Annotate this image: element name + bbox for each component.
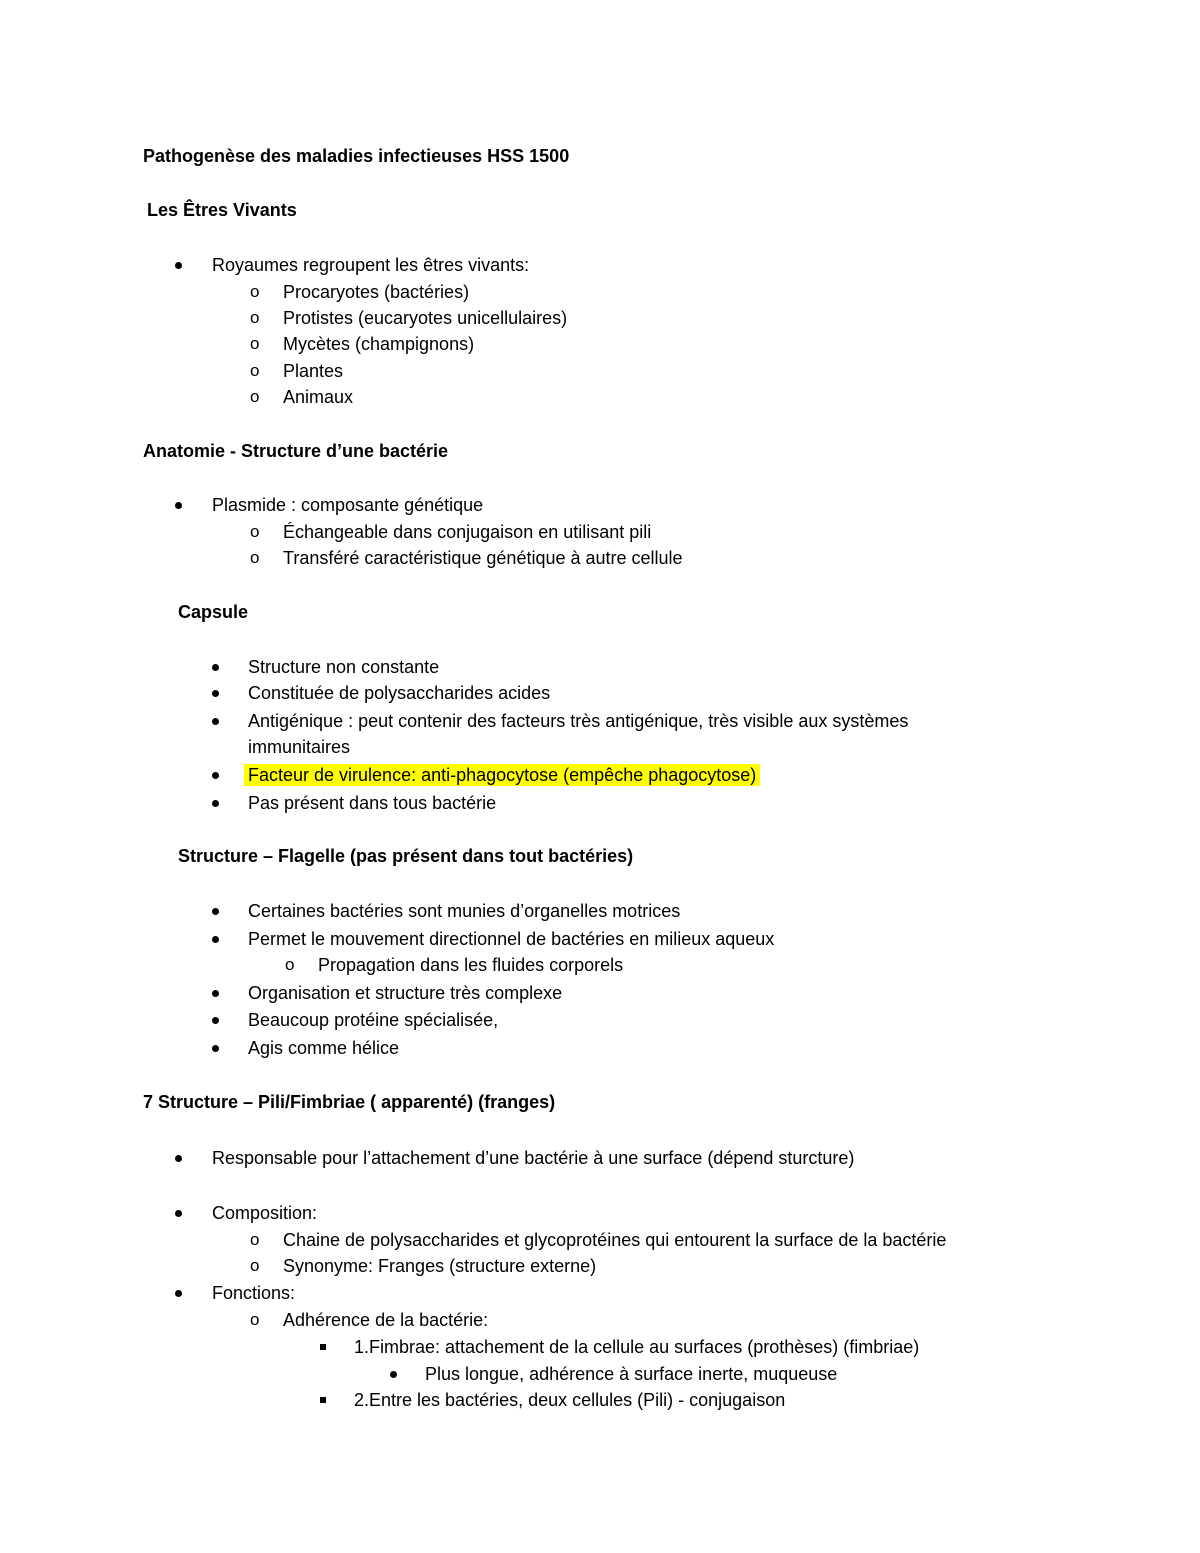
list-item: Chaine de polysaccharides et glycoprotéines qui entourent la surface de la bactérie	[283, 1230, 947, 1250]
list-item: Transféré caractéristique génétique à autre cellule	[283, 548, 683, 568]
circle-bullet-icon: o	[250, 387, 260, 406]
bullet-icon	[390, 1363, 397, 1385]
bullet-icon	[212, 928, 219, 950]
heading-capsule: Capsule	[178, 602, 249, 622]
list-item: Certaines bactéries sont munies d’organelles motrices	[248, 901, 681, 921]
list-item: Beaucoup protéine spécialisée,	[248, 1010, 499, 1030]
list-item: Responsable pour l’attachement d’une bactérie à une surface (dépend sturcture)	[212, 1148, 855, 1168]
circle-bullet-icon: o	[250, 1256, 260, 1275]
bullet-icon	[212, 710, 219, 732]
list-item: Permet le mouvement directionnel de bactéries en milieux aqueux	[248, 929, 775, 949]
bullet-icon	[212, 1009, 219, 1031]
bullet-icon	[212, 900, 219, 922]
bullet-icon	[212, 982, 219, 1004]
circle-bullet-icon: o	[250, 308, 260, 327]
list-item: Structure non constante	[248, 657, 440, 677]
list-item: Royaumes regroupent les êtres vivants:	[212, 255, 530, 275]
bullet-icon	[212, 656, 219, 678]
bullet-icon	[175, 1147, 182, 1169]
list-item: Organisation et structure très complexe	[248, 983, 563, 1003]
highlighted-list-item: Facteur de virulence: anti-phagocytose (empêche phagocytose)	[244, 764, 760, 786]
circle-bullet-icon: o	[250, 361, 260, 380]
list-item: Plus longue, adhérence à surface inerte, muqueuse	[425, 1364, 838, 1384]
list-item: Pas présent dans tous bactérie	[248, 793, 497, 813]
list-item: Composition:	[212, 1203, 318, 1223]
list-item: Plasmide : composante génétique	[212, 495, 484, 515]
circle-bullet-icon: o	[250, 522, 260, 541]
list-item-continuation: immunitaires	[248, 737, 351, 757]
circle-bullet-icon: o	[285, 955, 295, 974]
list-item: Constituée de polysaccharides acides	[248, 683, 551, 703]
heading-etres-vivants: Les Êtres Vivants	[147, 200, 297, 220]
list-item: Fonctions:	[212, 1283, 296, 1303]
bullet-icon	[175, 494, 182, 516]
list-item: Animaux	[283, 387, 354, 407]
circle-bullet-icon: o	[250, 1310, 260, 1329]
list-item: Plantes	[283, 361, 344, 381]
list-item: Mycètes (champignons)	[283, 334, 475, 354]
list-item: Adhérence de la bactérie:	[283, 1310, 489, 1330]
square-bullet-icon	[320, 1336, 326, 1358]
heading-pili-fimbriae: 7 Structure – Pili/Fimbriae ( apparenté) (franges)	[143, 1092, 556, 1112]
bullet-icon	[212, 682, 219, 704]
heading-flagelle: Structure – Flagelle (pas présent dans tout bactéries)	[178, 846, 634, 866]
circle-bullet-icon: o	[250, 282, 260, 301]
bullet-icon	[175, 1282, 182, 1304]
document-title: Pathogenèse des maladies infectieuses HSS 1500	[143, 146, 570, 166]
square-bullet-icon	[320, 1389, 326, 1411]
list-item: Propagation dans les fluides corporels	[318, 955, 624, 975]
list-item: Protistes (eucaryotes unicellulaires)	[283, 308, 568, 328]
bullet-icon	[175, 1202, 182, 1224]
heading-anatomie: Anatomie - Structure d’une bactérie	[143, 441, 449, 461]
list-item: 2.Entre les bactéries, deux cellules (Pili) - conjugaison	[354, 1390, 786, 1410]
list-item: Agis comme hélice	[248, 1038, 400, 1058]
circle-bullet-icon: o	[250, 1230, 260, 1249]
bullet-icon	[212, 764, 219, 786]
list-item: Antigénique : peut contenir des facteurs très antigénique, très visible aux systèmes	[248, 711, 909, 731]
list-item: Synonyme: Franges (structure externe)	[283, 1256, 597, 1276]
circle-bullet-icon: o	[250, 334, 260, 353]
list-item: 1.Fimbrae: attachement de la cellule au surfaces (prothèses) (fimbriae)	[354, 1337, 920, 1357]
circle-bullet-icon: o	[250, 548, 260, 567]
bullet-icon	[212, 1037, 219, 1059]
list-item: Procaryotes (bactéries)	[283, 282, 470, 302]
bullet-icon	[212, 792, 219, 814]
list-item: Échangeable dans conjugaison en utilisant pili	[283, 522, 652, 542]
bullet-icon	[175, 254, 182, 276]
